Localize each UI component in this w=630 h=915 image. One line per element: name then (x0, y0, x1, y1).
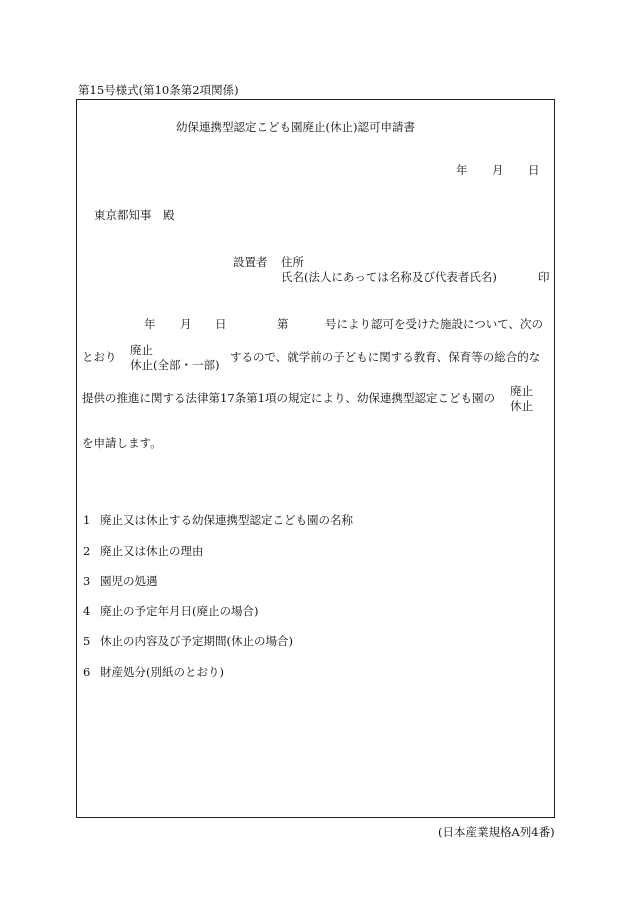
list-item-number: 4 (83, 604, 91, 618)
list-item (83, 514, 353, 528)
list-item-number: 5 (83, 634, 91, 648)
approval-day-label: 日 (215, 317, 227, 331)
date-day-label: 日 (528, 163, 540, 177)
address-label: 住所 (281, 255, 304, 269)
list-item (83, 635, 293, 649)
list-item-text: 財産処分(別紙のとおり) (100, 665, 224, 679)
list-item-text: 休止の内容及び予定期間(休止の場合) (100, 634, 293, 648)
choice-2-suspend: 休止 (510, 399, 533, 413)
list-item-number: 3 (83, 574, 91, 588)
choice-suspend-scope: 休止(全部・一部) (130, 358, 220, 372)
date-month-label: 月 (492, 163, 504, 177)
seal-mark: 印 (538, 270, 550, 284)
list-item (83, 575, 158, 589)
approval-month-label: 月 (180, 317, 192, 331)
approval-number-prefix: 第 (277, 317, 289, 331)
list-item (83, 605, 258, 619)
establisher-label: 設置者 (233, 255, 268, 269)
approval-year-label: 年 (144, 317, 156, 331)
body-line-4: を申請します。 (82, 436, 162, 450)
choice-abolish: 廃止 (130, 343, 153, 357)
list-item-number: 1 (83, 513, 91, 527)
name-label: 氏名(法人にあっては名称及び代表者氏名) (281, 270, 497, 284)
document-title: 幼保連携型認定こども園廃止(休止)認可申請書 (176, 120, 415, 134)
form-number: 第15号様式(第10条第2項関係) (78, 83, 239, 97)
body-line-2-start: とおり (82, 350, 117, 364)
body-line-2: するので、就学前の子どもに関する教育、保育等の総合的な (230, 350, 541, 364)
choice-2-abolish: 廃止 (510, 384, 533, 398)
list-item-number: 2 (83, 544, 91, 558)
list-item (83, 545, 204, 559)
body-line-3: 提供の推進に関する法律第17条第1項の規定により、幼保連携型認定こども園の (82, 391, 495, 405)
list-item-text: 廃止又は休止の理由 (100, 544, 204, 558)
list-item-text: 園児の処遇 (100, 574, 158, 588)
addressee: 東京都知事 殿 (94, 208, 175, 222)
list-item-text: 廃止又は休止する幼保連携型認定こども園の名称 (100, 513, 353, 527)
form-frame (76, 99, 555, 818)
list-item-text: 廃止の予定年月日(廃止の場合) (100, 604, 259, 618)
date-year-label: 年 (456, 163, 468, 177)
body-line-1: 号により認可を受けた施設について、次の (325, 317, 544, 331)
list-item (83, 666, 224, 680)
paper-size-note: (日本産業規格A列4番) (438, 825, 555, 839)
list-item-number: 6 (83, 665, 91, 679)
